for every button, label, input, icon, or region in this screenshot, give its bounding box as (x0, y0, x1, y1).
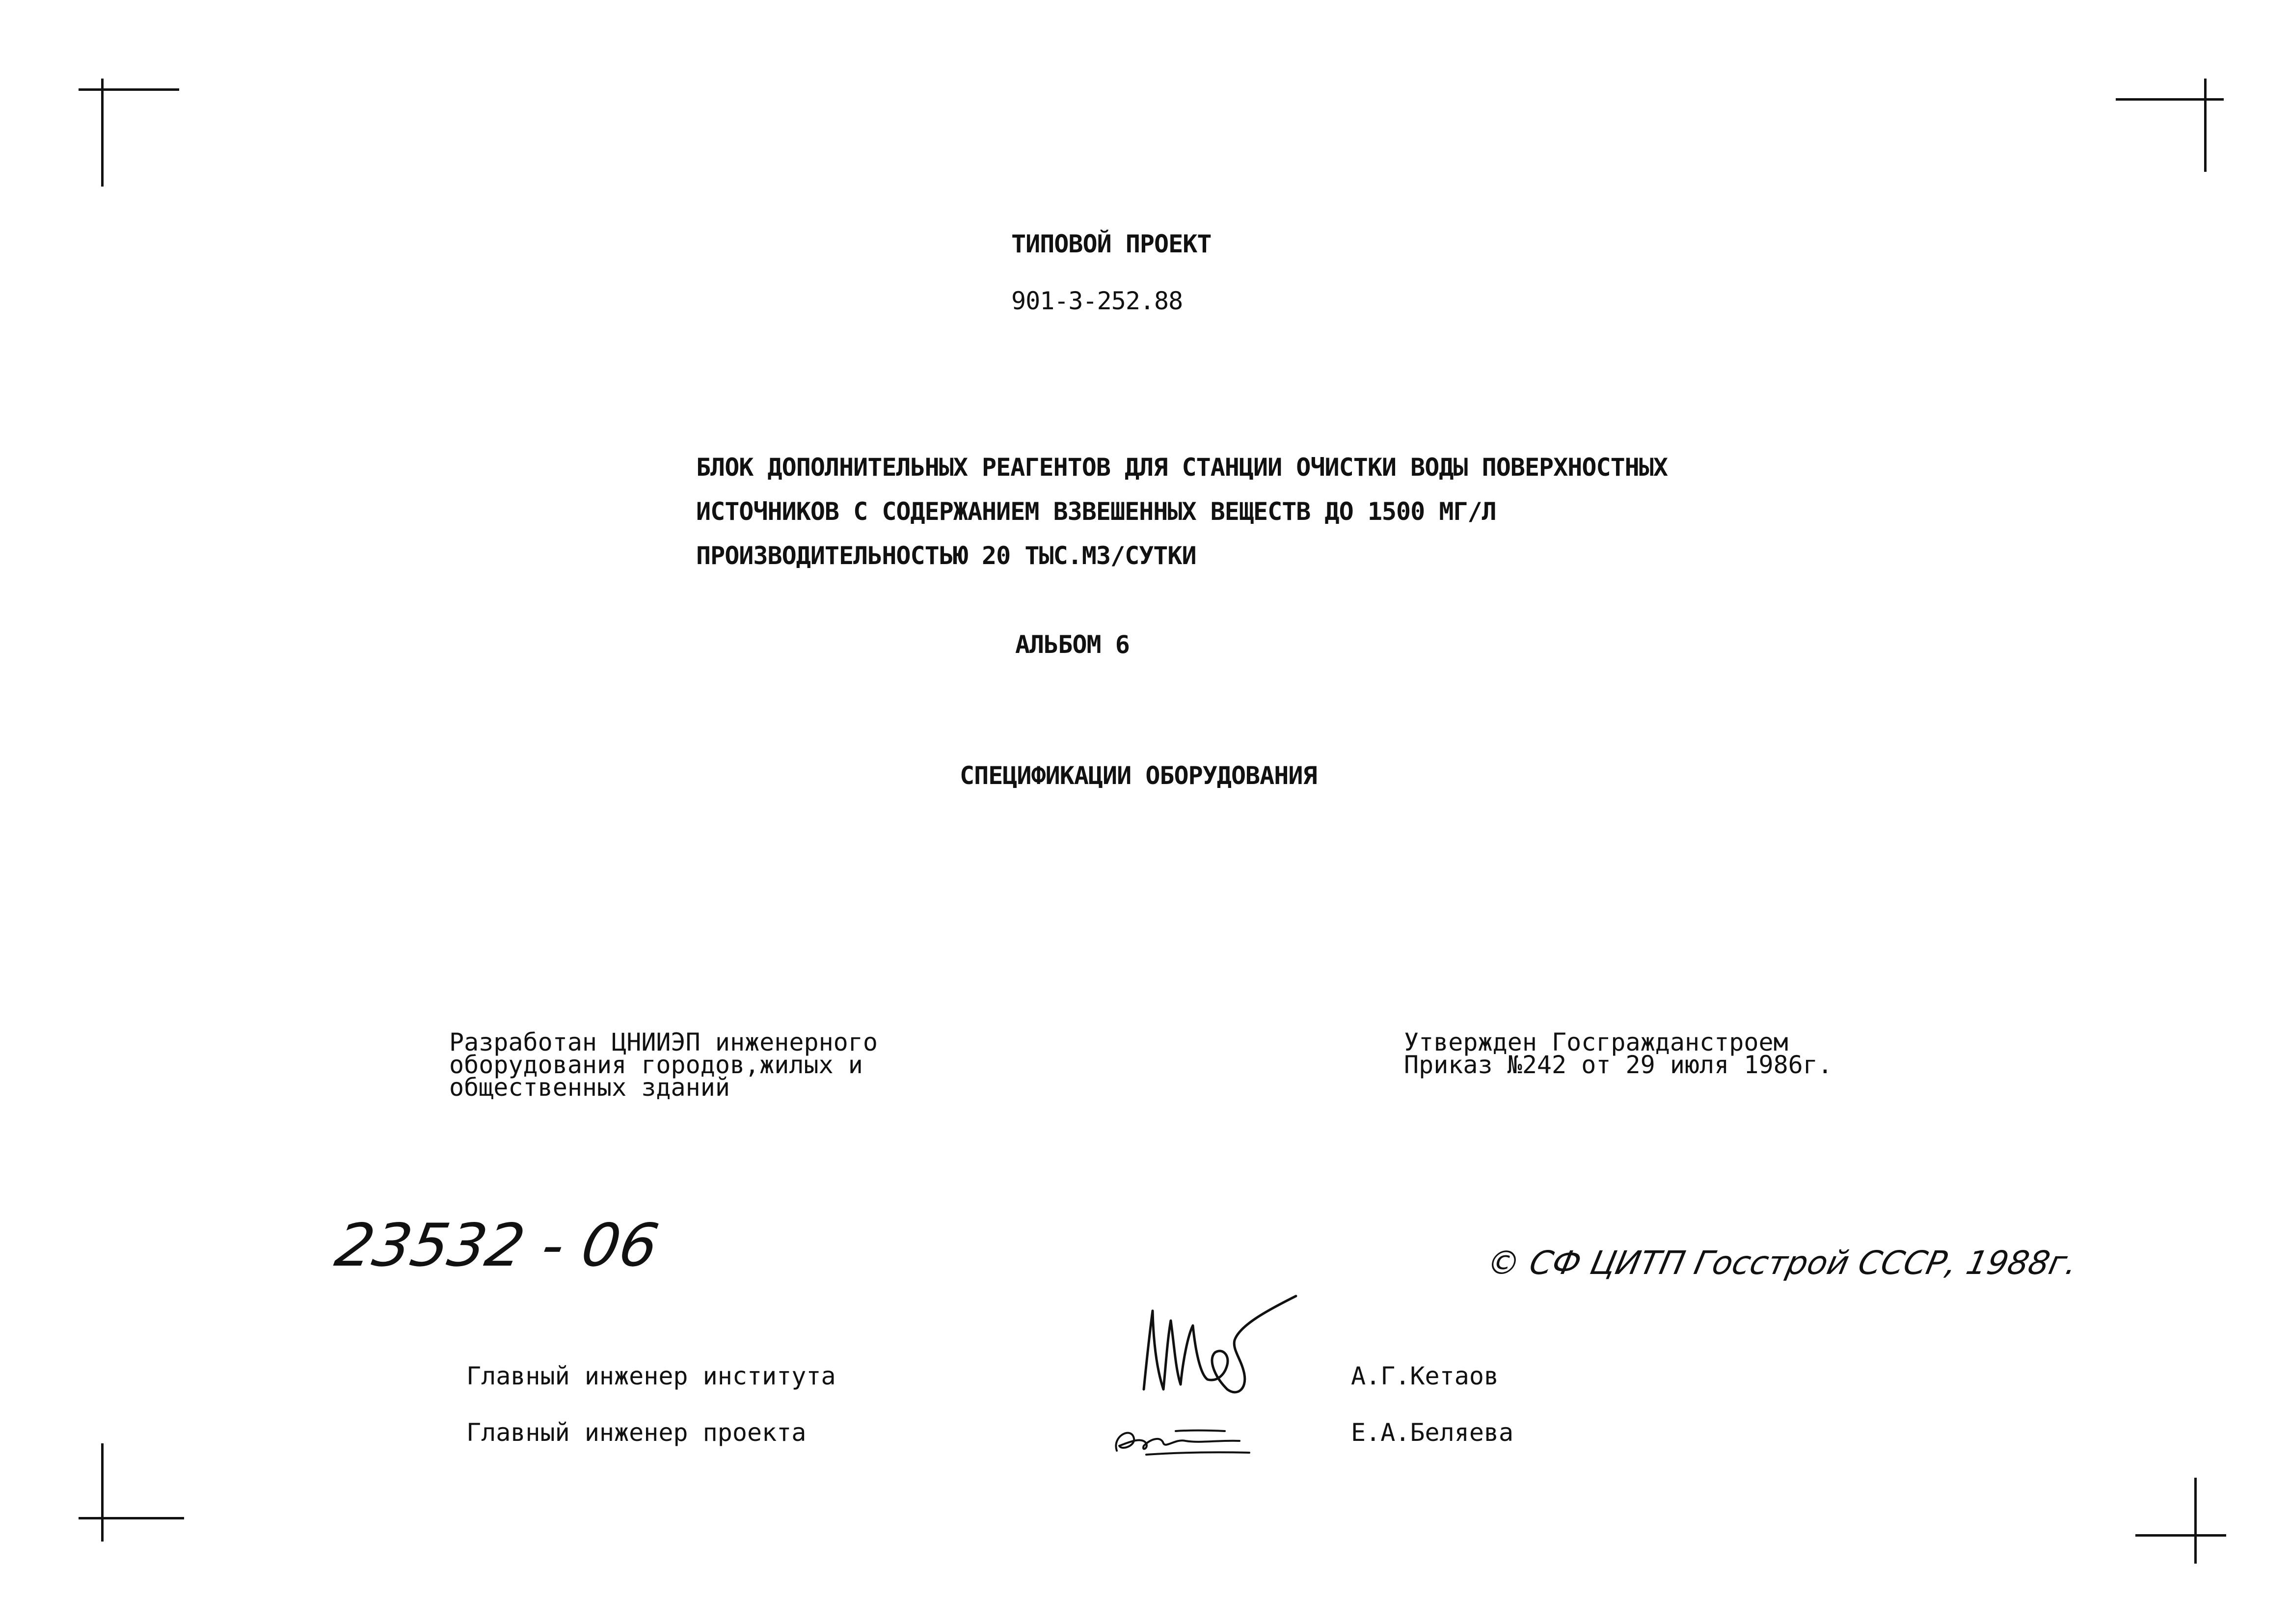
crop-mark-bottom-right-v (2194, 1478, 2197, 1564)
signature-scribble-2 (1107, 1416, 1254, 1461)
inventory-number: 23532 - 06 (330, 1212, 664, 1280)
crop-mark-top-left-h (79, 88, 179, 91)
approval-line-2: Приказ №242 от 29 июля 1986г. (1404, 1051, 1832, 1079)
crop-mark-top-left-v (101, 79, 104, 187)
doc-type: ТИПОВОЙ ПРОЕКТ (1011, 230, 1212, 258)
project-title-line-3: ПРОИЗВОДИТЕЛЬНОСТЬЮ 20 ТЫС.М3/СУТКИ (696, 541, 1196, 570)
project-title-line-1: БЛОК ДОПОЛНИТЕЛЬНЫХ РЕАГЕНТОВ ДЛЯ СТАНЦИИ ОЧИСТКИ ВОДЫ ПОВЕРХНОСТНЫХ (696, 453, 1668, 482)
signature-role-1: Главный инженер института (466, 1362, 836, 1390)
signature-name-2: Е.А.Беляева (1351, 1418, 1514, 1447)
project-title-line-2: ИСТОЧНИКОВ С СОДЕРЖАНИЕМ ВЗВЕШЕННЫХ ВЕЩЕСТВ ДО 1500 МГ/Л (696, 497, 1496, 526)
developer-block (449, 1028, 878, 1102)
crop-mark-bottom-left-v (101, 1443, 104, 1542)
crop-mark-bottom-right-h (2135, 1534, 2226, 1537)
crop-mark-bottom-left-h (79, 1517, 184, 1519)
copyright-stamp: © СФ ЦИТП Госстрой СССР, 1988г. (1483, 1244, 2081, 1282)
developer-line-3: общественных зданий (449, 1073, 730, 1102)
signature-name-1: А.Г.Кетаов (1351, 1362, 1499, 1390)
doc-number: 901-3-252.88 (1011, 287, 1183, 315)
crop-mark-top-right-h (2116, 98, 2224, 101)
developer-line-2: оборудования городов,жилых и (449, 1051, 863, 1079)
crop-mark-top-right-v (2204, 79, 2207, 172)
section-title: СПЕЦИФИКАЦИИ ОБОРУДОВАНИЯ (960, 761, 1317, 790)
signature-scribble-1 (1134, 1291, 1301, 1399)
approval-block (1404, 1028, 1832, 1079)
album-label: АЛЬБОМ 6 (1015, 630, 1130, 659)
signature-role-2: Главный инженер проекта (466, 1418, 807, 1447)
developer-line-1: Разработан ЦНИИЭП инженерного (449, 1028, 878, 1056)
approval-line-1: Утвержден Госгражданстроем (1404, 1028, 1788, 1056)
